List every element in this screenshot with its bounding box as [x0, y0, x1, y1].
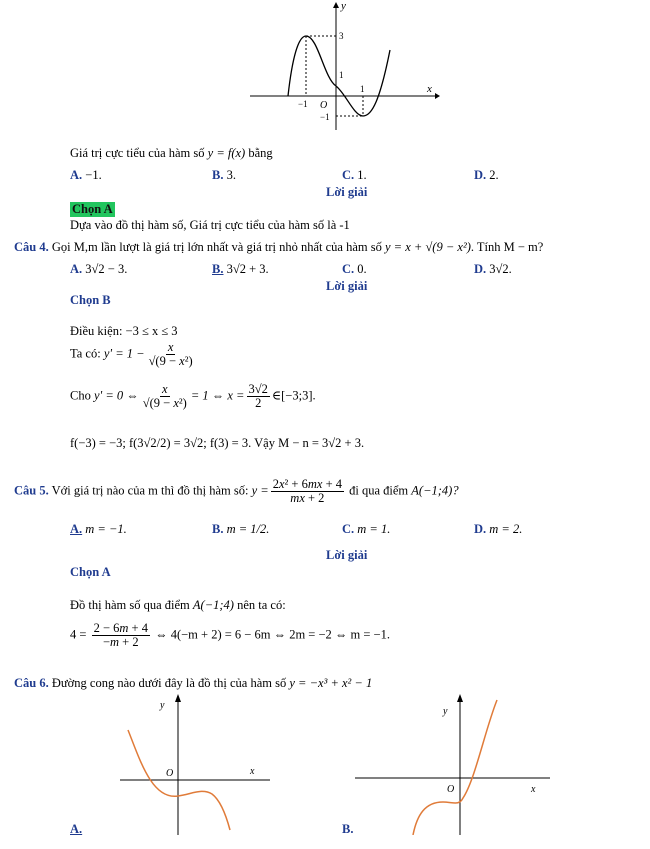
q6-graph-a[interactable] — [120, 690, 280, 835]
q6-option-a[interactable]: A. — [70, 822, 83, 836]
q4-stem — [14, 240, 543, 255]
q4-stem-b: . Tính M − m? — [470, 240, 544, 254]
q4-solution-heading: Lời giải — [326, 279, 368, 293]
q6-option-b[interactable]: B. — [342, 822, 354, 836]
q6-graph-b[interactable] — [355, 690, 555, 835]
graph-a-origin: O — [166, 768, 174, 779]
top-function-graph — [250, 0, 440, 130]
q4-final: f(−3) = −3; f(3√2/2) = 3√2; f(3) = 3. Vậy M − n = 3√2 + 3. — [70, 436, 365, 450]
q5-stem-a: Với giá trị nào của m thì đồ thị hàm số: — [51, 483, 249, 498]
graph-b-y-label: y — [443, 706, 448, 717]
q5-label: Câu 5. — [14, 483, 49, 498]
graph-tick-1y: 1 — [339, 70, 344, 80]
graph-tick-neg1y: −1 — [320, 112, 330, 122]
q3-solution-heading: Lời giải — [326, 185, 368, 199]
graph-x-label: x — [427, 83, 432, 95]
q4-option-c[interactable]: C. 0. — [342, 262, 367, 276]
graph-a-x-label: x — [250, 766, 255, 777]
q4-option-b[interactable]: B. 3√2 + 3. — [212, 262, 269, 276]
q6-stem-text: Đường cong nào dưới đây là đồ thị của hàm số — [51, 676, 287, 690]
graph-tick-neg1x: −1 — [298, 99, 308, 109]
q5-option-c[interactable]: C. m = 1. — [342, 522, 391, 536]
q5-option-b[interactable]: B. m = 1/2. — [212, 522, 270, 536]
graph-y-label: y — [341, 0, 346, 12]
q4-zero-derivative: Cho y' = 0 ⇔ $\frac{x}{\text{√(9 − x²)}}$ = 1 ⇔ x = $\frac{3√2}{2}$ ∈[−3;3]. — [70, 382, 316, 411]
q5-stem: Câu 5. Với giá trị nào của m thì đồ thị hàm số: y = $\frac{\text{2x² + 6mx + 4}}{mx + 2}$ đi qua điểm A(−1;4)? — [14, 477, 459, 506]
graph-a-y-label: y — [160, 700, 165, 711]
q3-answer-badge: Chọn A — [72, 202, 113, 216]
q5-point: A(−1;4)? — [411, 483, 459, 498]
q4-stem-formula: y = x + √(9 − x²) — [384, 240, 471, 254]
q3-option-c[interactable]: C. 1. — [342, 168, 367, 182]
q3-stem-formula: y = f(x) — [207, 146, 246, 160]
q5-stem-b: đi qua điểm — [349, 483, 409, 498]
q4-option-a[interactable]: A. 3√2 − 3. — [70, 262, 128, 276]
graph-origin-label: O — [320, 100, 328, 111]
graph-tick-3: 3 — [339, 31, 344, 41]
q6-stem — [14, 676, 372, 691]
q3-option-b[interactable]: B. 3. — [212, 168, 236, 182]
q4-condition: Điều kiện: −3 ≤ x ≤ 3 — [70, 324, 178, 338]
q4-label: Câu 4. — [14, 240, 49, 254]
q5-explanation: Đồ thị hàm số qua điểm A(−1;4) nên ta có: — [70, 598, 286, 612]
q5-solution-heading: Lời giải — [326, 548, 368, 562]
q3-option-a[interactable]: A. −1. — [70, 168, 102, 182]
q3-explanation: Dựa vào đồ thị hàm số, Giá trị cực tiểu của hàm số là -1 — [70, 218, 350, 232]
q5-answer: Chọn A — [70, 565, 111, 579]
q5-equation: 4 = $\frac{2 - 6m + 4}{-m + 2}$ ⇔ 4(−m + 2) = 6 − 6m ⇔ 2m = −2 ⇔ m = −1. — [70, 621, 390, 650]
q3-stem-a: Giá trị cực tiểu của hàm số — [70, 146, 205, 160]
q4-stem-a: Gọi M,m lần lượt là giá trị lớn nhất và giá trị nhỏ nhất của hàm số — [51, 240, 382, 254]
q3-option-d[interactable]: D. 2. — [474, 168, 499, 182]
q3-stem-b: bằng — [248, 146, 273, 160]
q5-option-a[interactable]: A. m = −1. — [70, 522, 127, 536]
q6-formula: y = −x³ + x² − 1 — [289, 676, 373, 690]
q6-label: Câu 6. — [14, 676, 49, 690]
q4-derivative: Ta có: y' = 1 − $\frac{x}{\text{√(9 − x²)}}$ — [70, 340, 193, 369]
q4-answer: Chọn B — [70, 293, 111, 307]
graph-b-x-label: x — [531, 784, 536, 795]
q3-stem — [70, 146, 273, 161]
q5-option-d[interactable]: D. m = 2. — [474, 522, 523, 536]
graph-b-origin: O — [447, 784, 455, 795]
q4-option-d[interactable]: D. 3√2. — [474, 262, 512, 276]
graph-tick-1x: 1 — [360, 84, 365, 94]
